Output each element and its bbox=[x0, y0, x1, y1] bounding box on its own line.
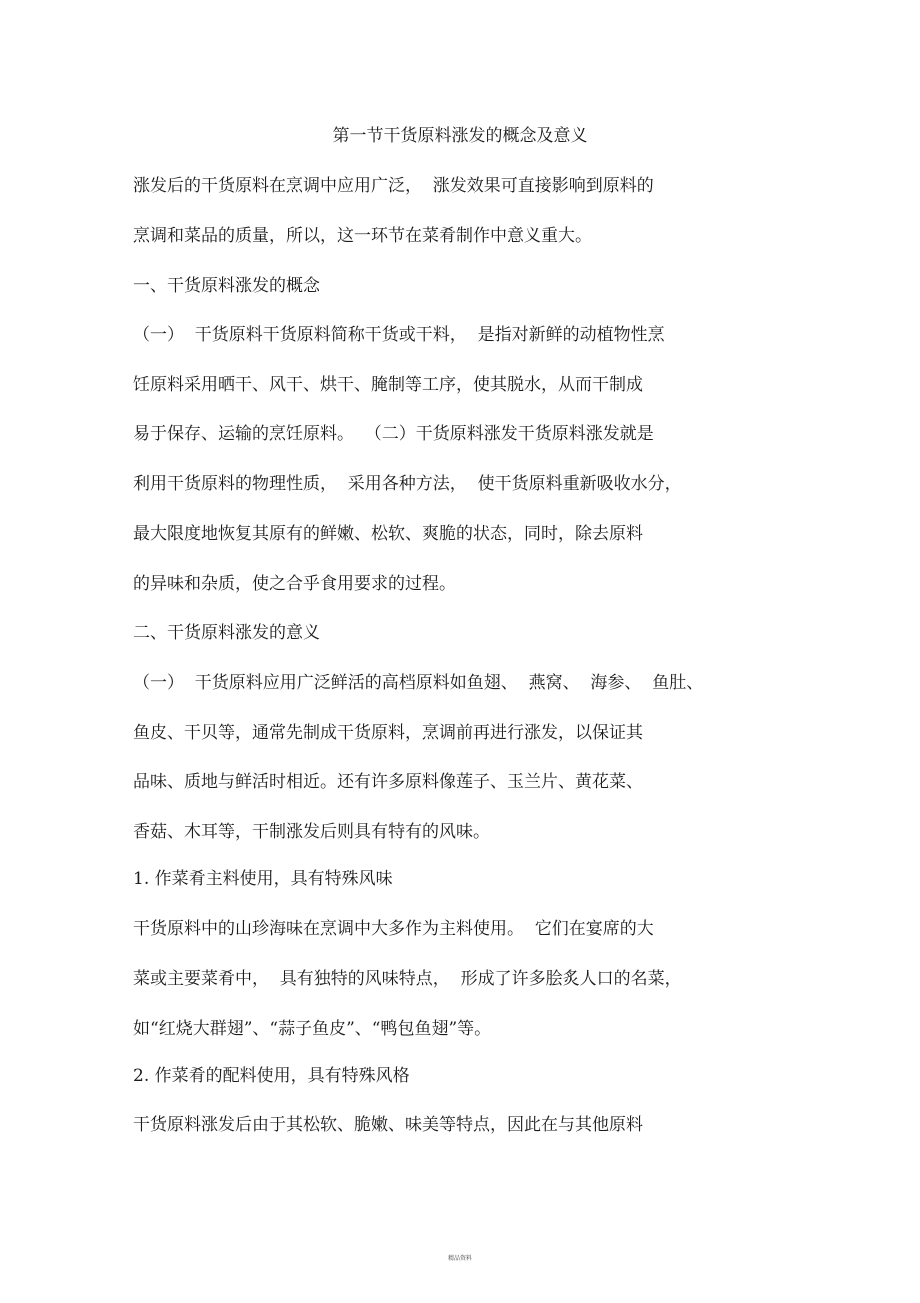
text-line-4: （一） 干货原料干货原料简称干货或干料， 是指对新鲜的动植物性烹 bbox=[133, 325, 665, 345]
text-line-7: 利用干货原料的物理性质， 采用各种方法， 使干货原料重新吸收水分， bbox=[133, 474, 682, 494]
text-line-17: 菜或主要菜肴中， 具有独特的风味特点， 形成了许多脍炙人口的名菜， bbox=[133, 969, 682, 989]
text-line-6: 易于保存、运输的烹饪原料。 （二）干货原料涨发干货原料涨发就是 bbox=[133, 424, 654, 444]
page-title: 第一节干货原料涨发的概念及意义 bbox=[332, 126, 588, 146]
text-line-16: 干货原料中的山珍海味在烹调中大多作为主料使用。 它们在宴席的大 bbox=[133, 919, 654, 939]
text-line-2: 烹调和菜品的质量，所以，这一环节在菜肴制作中意义重大。 bbox=[133, 226, 592, 246]
subsection-heading-1: 1. 作菜肴主料使用，具有特殊风味 bbox=[133, 869, 393, 889]
text-line-8: 最大限度地恢复其原有的鲜嫩、松软、爽脆的状态，同时，除去原料 bbox=[133, 524, 643, 544]
text-line-11: （一） 干货原料应用广泛鲜活的高档原料如鱼翅、 燕窝、 海参、 鱼肚、 bbox=[133, 673, 704, 693]
text-line-12: 鱼皮、干贝等，通常先制成干货原料，烹调前再进行涨发，以保证其 bbox=[133, 723, 643, 743]
page-footer: 精品资料 bbox=[447, 1255, 472, 1262]
text-line-20: 干货原料涨发后由于其松软、脆嫩、味美等特点，因此在与其他原料 bbox=[133, 1115, 643, 1135]
text-line-9: 的异味和杂质，使之合乎食用要求的过程。 bbox=[133, 574, 456, 594]
text-line-1: 涨发后的干货原料在烹调中应用广泛， 涨发效果可直接影响到原料的 bbox=[133, 176, 654, 196]
text-line-14: 香菇、木耳等，干制涨发后则具有特有的风味。 bbox=[133, 822, 490, 842]
text-line-18: 如“红烧大群翅”、“蒜子鱼皮”、“鸭包鱼翅”等。 bbox=[133, 1019, 492, 1039]
subsection-heading-2: 2. 作菜肴的配料使用，具有特殊风格 bbox=[133, 1066, 410, 1086]
text-line-5: 饪原料采用晒干、风干、烘干、腌制等工序，使其脱水，从而干制成 bbox=[133, 375, 643, 395]
section-heading-2: 二、干货原料涨发的意义 bbox=[133, 623, 320, 643]
text-line-13: 品味、质地与鲜活时相近。还有许多原料像莲子、玉兰片、黄花菜、 bbox=[133, 772, 643, 792]
section-heading-1: 一、干货原料涨发的概念 bbox=[133, 276, 320, 296]
